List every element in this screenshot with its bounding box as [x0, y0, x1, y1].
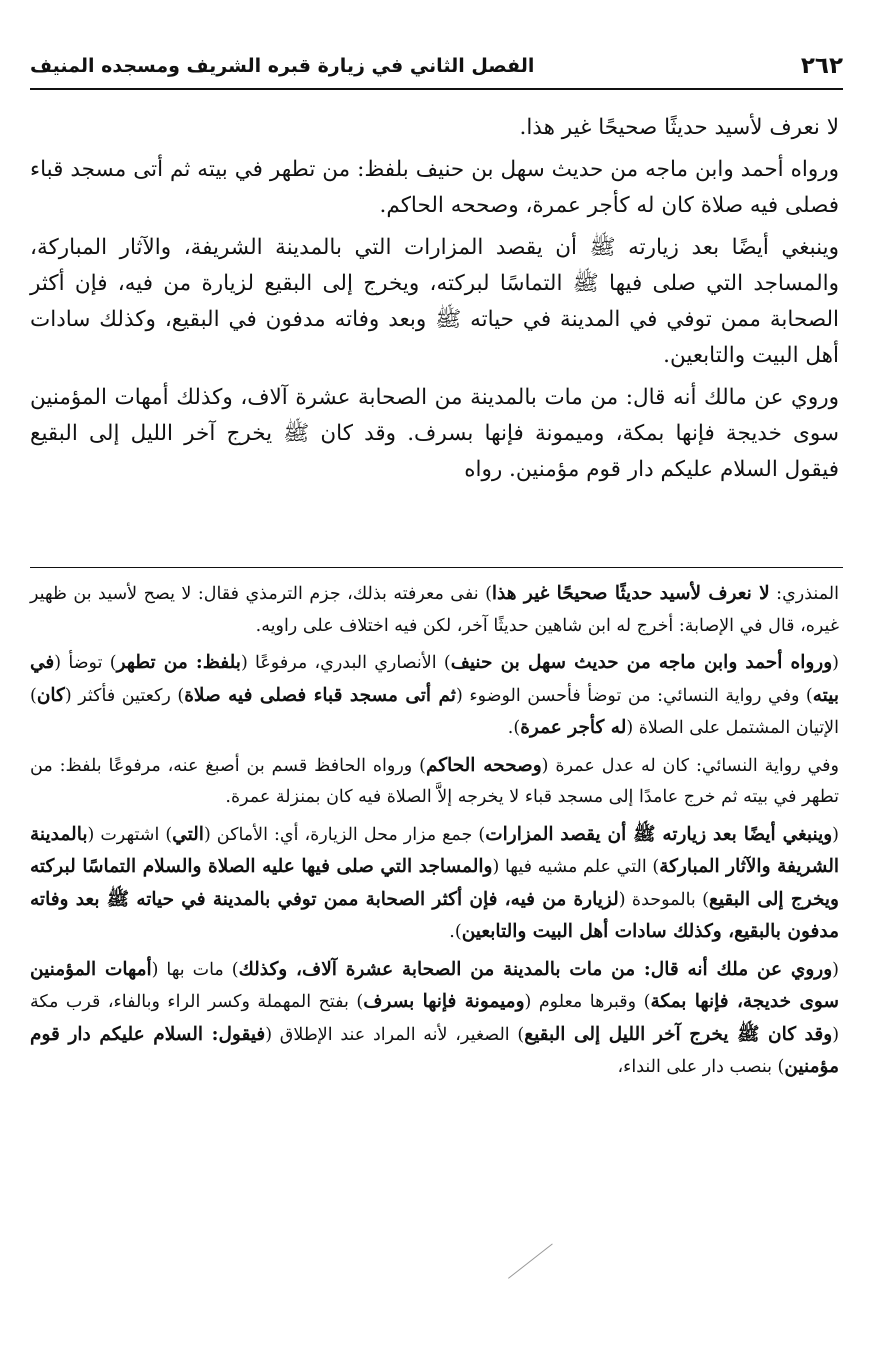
commentary-text: ). — [449, 922, 462, 942]
quoted-matn: ورواه أحمد وابن ماجه من حديث سهل بن حنيف — [450, 652, 833, 673]
commentary-text: ) بالموحدة ( — [618, 889, 709, 910]
commentary-text: وفي رواية النسائي: كان له عدل عمرة ( — [541, 755, 839, 776]
commentary-text: المنذري: — [769, 584, 840, 604]
commentary-paragraph — [30, 750, 839, 814]
main-text — [30, 110, 839, 494]
commentary-text: ) نفى معرفته بذلك، جزم الترمذي فقال: لا يصح لأسيد بن ظهير غيره، قال في الإصابة: أخرج له ابن شاهين حديثًا آخر، لكن فيه اختلاف على راويه. — [30, 584, 839, 636]
main-paragraph: وينبغي أيضًا بعد زيارته ﷺ أن يقصد المزارات التي بالمدينة الشريفة، والآثار المباركة، والمساجد التي صلى فيها ﷺ التماسًا لبركته، ويخرج إلى البقيع لزيارة من فيه، فإن أكثر الصحابة ممن توفي في المدينة في حياته ﷺ وبعد وفاته مدفون في البقيع، وكذلك سادات أهل البيت والتابعين. — [30, 235, 839, 368]
quoted-matn: كان — [36, 684, 65, 706]
commentary-text: ( — [832, 653, 839, 673]
quoted-matn: فيقول: السلام عليكم دار قوم مؤمنين — [30, 1023, 839, 1077]
commentary-text: ) جمع مزار محل الزيارة، أي: الأماكن ( — [203, 824, 486, 845]
quoted-matn: وميمونة فإنها بسرف — [363, 991, 525, 1012]
scan-stray-line — [508, 1244, 553, 1279]
commentary-text: ) التي علم مشيه فيها ( — [492, 857, 660, 877]
quoted-matn: وروي عن ملك أنه قال: من مات بالمدينة من الصحابة عشرة آلاف، وكذلك — [238, 958, 833, 980]
commentary-text: ) الأنصاري البدري، مرفوعًا ( — [240, 653, 451, 673]
commentary-text: ( — [832, 959, 839, 980]
commentary-text: ) اشتهرت ( — [87, 824, 173, 845]
main-paragraph: لا نعرف لأسيد حديثًا صحيحًا غير هذا. — [519, 115, 839, 140]
commentary-text: ) ركعتين فأكثر ( — [64, 685, 185, 706]
main-paragraph: ورواه أحمد وابن ماجه من حديث سهل بن حنيف بلفظ: من تطهر في بيته ثم أتى مسجد قباء فصلى فيه صلاة كان له كأجر عمرة، وصححه الحاكم. — [30, 157, 839, 218]
commentary-text: ) وفي رواية النسائي: من توضأ فأحسن الوضوء ( — [455, 685, 813, 706]
header-rule — [30, 88, 843, 90]
commentary-text: ) الصغير، لأنه المراد عند الإطلاق ( — [265, 1024, 525, 1045]
main-paragraph: وروي عن مالك أنه قال: من مات بالمدينة من الصحابة عشرة آلاف، وكذلك أمهات المؤمنين سوى خديجة فإنها بمكة، وميمونة فإنها بسرف. وقد كان ﷺ يخرج آخر الليل إلى البقيع فيقول السلام عليكم دار قوم مؤمنين. رواه — [30, 385, 839, 482]
quoted-matn: بلفظ: من تطهر — [116, 652, 241, 673]
quoted-matn: التي — [172, 823, 204, 845]
commentary-text: ) بنصب دار على النداء، — [617, 1057, 785, 1077]
commentary-text: ) ورواه الحافظ قسم بن أصبغ عنه، مرفوعًا بلفظ: من تطهر في بيته ثم خرج عامدًا إلى مسجد قباء لا يخرجه إلاَّ الصلاة فيه كان بمنزلة عمرة. — [30, 755, 839, 807]
commentary-text: ) بفتح المهملة وكسر الراء وبالفاء، قرب مكة ( — [30, 992, 840, 1045]
commentary-paragraph — [30, 578, 839, 642]
commentary-text: ). — [507, 718, 521, 738]
running-title: الفصل الثاني في زيارة قبره الشريف ومسجده المنيف — [30, 55, 535, 77]
quoted-matn: وصححه الحاكم — [425, 754, 542, 776]
quoted-matn: له كأجر عمرة — [520, 717, 627, 738]
commentary-section — [30, 578, 839, 1089]
commentary-paragraph — [30, 819, 839, 949]
page-number: ٢٦٢ — [800, 53, 843, 79]
quoted-matn: وينبغي أيضًا بعد زيارته ﷺ أن يقصد المزارات — [485, 823, 833, 845]
commentary-text: ( — [832, 824, 839, 845]
page-header — [30, 46, 843, 86]
commentary-paragraph — [30, 647, 839, 745]
quoted-matn: لزيارة من فيه، فإن أكثر الصحابة ممن توفي بالمدينة في حياته ﷺ بعد وفاته مدفون بالبقيع، وكذلك سادات أهل البيت والتابعين — [30, 888, 839, 942]
footnote-separator — [30, 567, 843, 568]
commentary-text: ) الإتيان المشتمل على الصلاة ( — [30, 685, 839, 738]
commentary-text: ) توضأ ( — [54, 653, 117, 673]
quoted-matn: والمساجد التي صلى فيها عليه الصلاة والسلام التماسًا لبركته ويخرج إلى البقيع — [30, 856, 839, 910]
commentary-paragraph — [30, 954, 839, 1084]
quoted-matn: ثم أتى مسجد قباء فصلى فيه صلاة — [184, 684, 456, 706]
quoted-matn: في بيته — [30, 652, 839, 706]
commentary-text: ) مات بها ( — [151, 959, 239, 980]
quoted-matn: لا نعرف لأسيد حديثًا صحيحًا غير هذا — [491, 583, 770, 604]
commentary-text: ) وقبرها معلوم ( — [524, 992, 651, 1012]
quoted-matn: أمهات المؤمنين سوى خديجة، فإنها بمكة — [30, 958, 839, 1012]
quoted-matn: وقد كان ﷺ يخرج آخر الليل إلى البقيع — [524, 1023, 833, 1045]
quoted-matn: بالمدينة الشريفة والآثار المباركة — [30, 823, 839, 877]
